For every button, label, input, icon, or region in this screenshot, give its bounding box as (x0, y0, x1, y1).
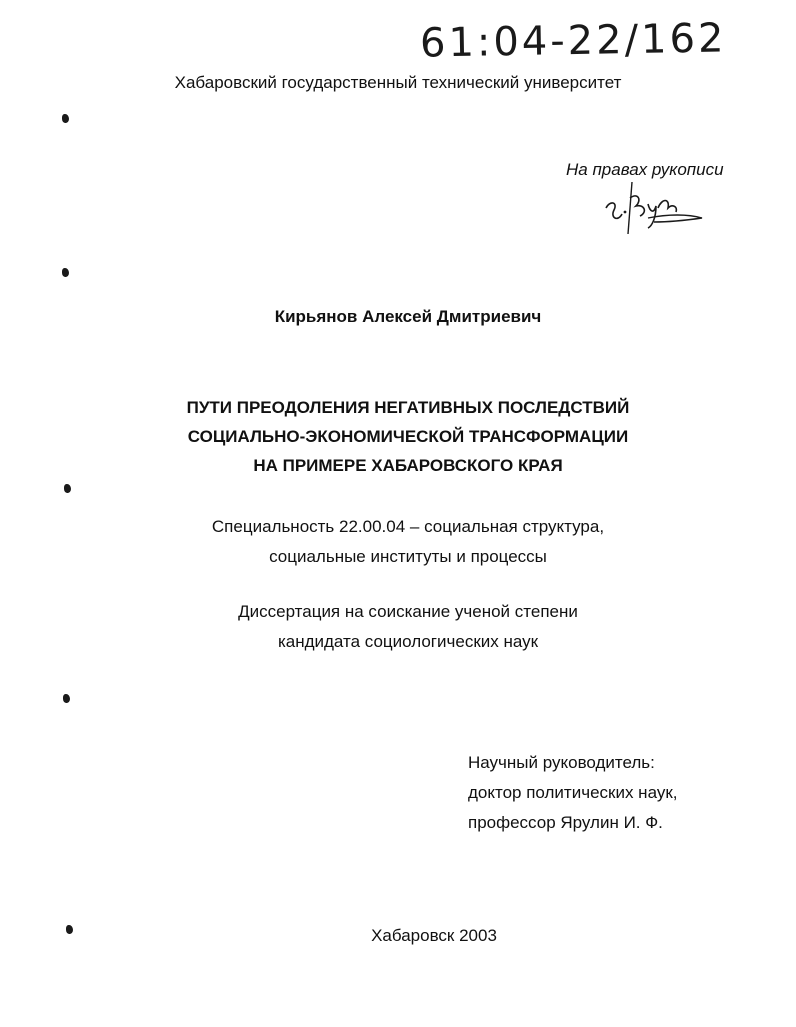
scan-mark (62, 114, 69, 123)
scan-mark (62, 268, 69, 277)
degree-line: Диссертация на соискание ученой степени (238, 602, 578, 621)
title-line: ПУТИ ПРЕОДОЛЕНИЯ НЕГАТИВНЫХ ПОСЛЕДСТВИЙ (186, 398, 630, 417)
title-line: НА ПРИМЕРЕ ХАБАРОВСКОГО КРАЯ (253, 456, 563, 475)
specialty-block (0, 512, 796, 572)
specialty-line: Специальность 22.00.04 – социальная структура, (211, 517, 605, 536)
title-line: СОЦИАЛЬНО-ЭКОНОМИЧЕСКОЙ ТРАНСФОРМАЦИИ (187, 427, 629, 446)
university-name: Хабаровский государственный технический университет (174, 73, 622, 92)
supervisor-line: Научный руководитель: (468, 753, 655, 772)
author-name: Кирьянов Алексей Дмитриевич (274, 307, 542, 326)
scan-mark (63, 694, 70, 703)
degree-block (0, 597, 796, 657)
specialty-line: социальные институты и процессы (269, 547, 547, 566)
supervisor-line: доктор политических наук, (468, 783, 678, 802)
manuscript-rights-label: На правах рукописи (566, 160, 724, 179)
dissertation-title (0, 393, 796, 480)
scan-mark (64, 484, 71, 493)
supervisor-line: профессор Ярулин И. Ф. (468, 813, 663, 832)
supervisor-block (468, 748, 678, 838)
degree-line: кандидата социологических наук (277, 632, 539, 651)
city-year: Хабаровск 2003 (371, 926, 497, 945)
handwritten-archive-number: 61:04-22/162 (419, 15, 727, 67)
signature-icon (598, 178, 708, 240)
